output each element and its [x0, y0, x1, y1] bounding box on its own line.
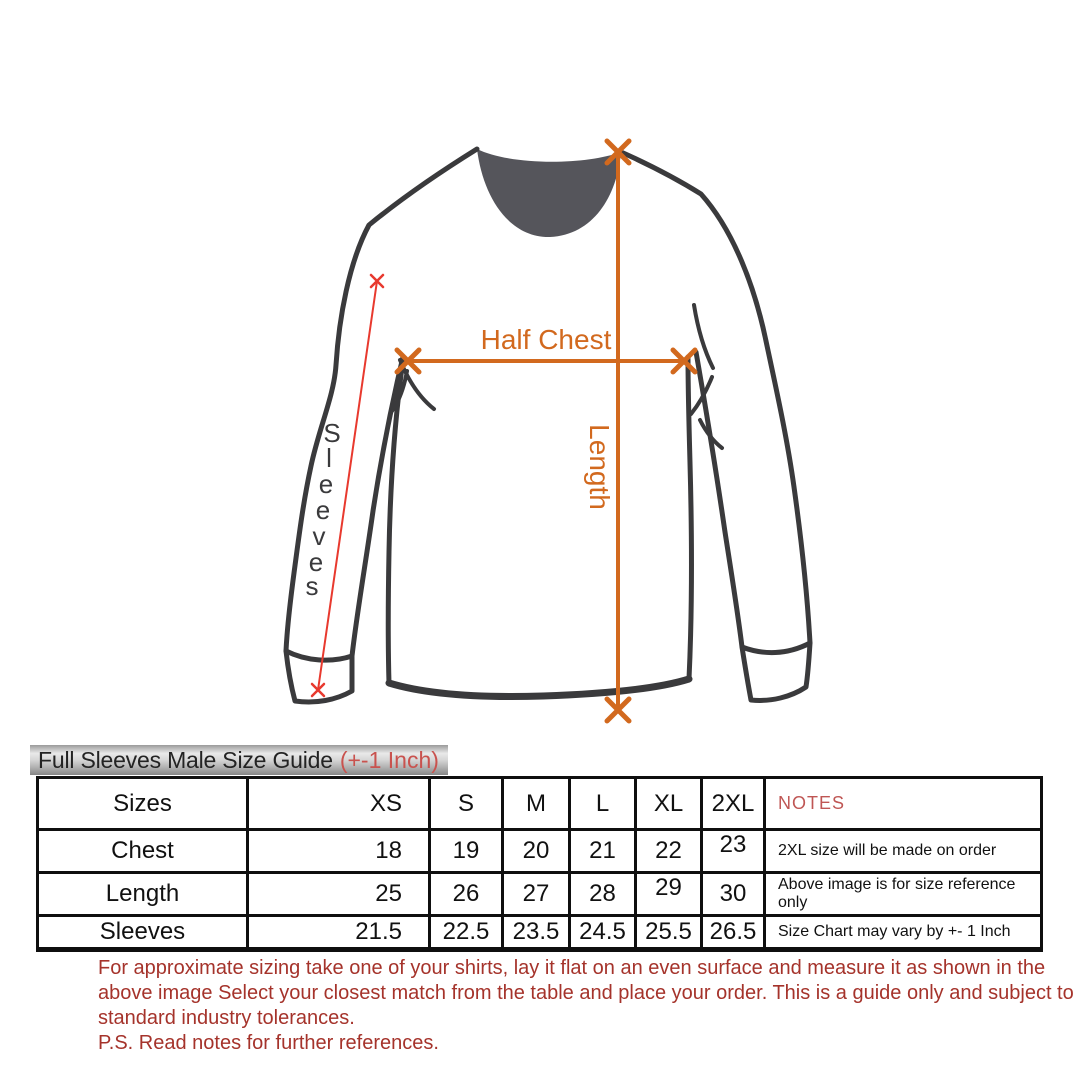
size-table-header-row — [38, 778, 1042, 830]
chest-2xl: 23 — [702, 830, 765, 873]
chest-m: 20 — [503, 830, 570, 873]
collar-shape — [477, 149, 621, 237]
disclaimer-line: above image Select your closest match from the table and place your order. This is a guide only and subject to — [98, 982, 1074, 1004]
chest-xs: 18 — [248, 830, 430, 873]
header-2xl: 2XL — [702, 778, 765, 830]
chest-l: 21 — [570, 830, 636, 873]
sleeves-m: 23.5 — [503, 916, 570, 950]
sleeves-letter: e — [318, 469, 334, 499]
row-label: Length — [38, 873, 248, 916]
chest-note: 2XL size will be made on order — [765, 830, 1042, 873]
row-label: Chest — [38, 830, 248, 873]
chest-s: 19 — [430, 830, 503, 873]
length-xl: 29 — [636, 873, 702, 916]
disclaimer-line: For approximate sizing take one of your shirts, lay it flat on an even surface and measure it as shown in the — [98, 957, 1046, 979]
sleeves-letter: S — [323, 418, 341, 448]
header-notes: NOTES — [765, 778, 1042, 830]
header-sizes: Sizes — [38, 778, 248, 830]
header-s: S — [430, 778, 503, 830]
length-l: 28 — [570, 873, 636, 916]
sleeves-s: 22.5 — [430, 916, 503, 950]
sleeves-l: 24.5 — [570, 916, 636, 950]
right-cuff — [742, 643, 810, 700]
half-chest-label: Half Chest — [480, 324, 612, 355]
length-note: Above image is for size reference only — [765, 873, 1042, 916]
table-row-sleeves — [38, 916, 1042, 950]
table-row-chest — [38, 830, 1042, 873]
length-m: 27 — [503, 873, 570, 916]
sleeves-xs: 21.5 — [248, 916, 430, 950]
header-xl: XL — [636, 778, 702, 830]
length-s: 26 — [430, 873, 503, 916]
disclaimer-line: P.S. Read notes for further references. — [98, 1032, 439, 1054]
disclaimer-line: standard industry tolerances. — [98, 1007, 355, 1029]
header-l: L — [570, 778, 636, 830]
guide-title-bar — [30, 745, 448, 775]
length-xs: 25 — [248, 873, 430, 916]
sleeves-2xl: 26.5 — [702, 916, 765, 950]
table-row-length — [38, 873, 1042, 916]
sleeves-letter: v — [312, 521, 326, 551]
guide-title: Full Sleeves Male Size Guide — [38, 746, 333, 773]
sleeves-letter: e — [308, 547, 324, 577]
tolerance-note: (+-1 Inch) — [339, 746, 439, 773]
header-xs: XS — [248, 778, 430, 830]
length-2xl: 30 — [702, 873, 765, 916]
row-label: Sleeves — [38, 916, 248, 950]
right-body-side — [688, 357, 691, 679]
chest-xl: 22 — [636, 830, 702, 873]
sleeves-letter: s — [305, 571, 319, 601]
sleeves-letter: e — [315, 495, 331, 525]
header-m: M — [503, 778, 570, 830]
sizing-disclaimer — [98, 956, 1074, 1056]
sleeves-letter: l — [326, 443, 332, 473]
right-sleeve-outer — [621, 152, 810, 643]
size-table — [36, 776, 1043, 952]
sleeves-note: Size Chart may vary by +- 1 Inch — [765, 916, 1042, 950]
chest-length-measure-labels — [481, 324, 615, 510]
sleeves-xl: 25.5 — [636, 916, 702, 950]
hem — [389, 679, 689, 696]
length-label: Length — [584, 424, 615, 510]
